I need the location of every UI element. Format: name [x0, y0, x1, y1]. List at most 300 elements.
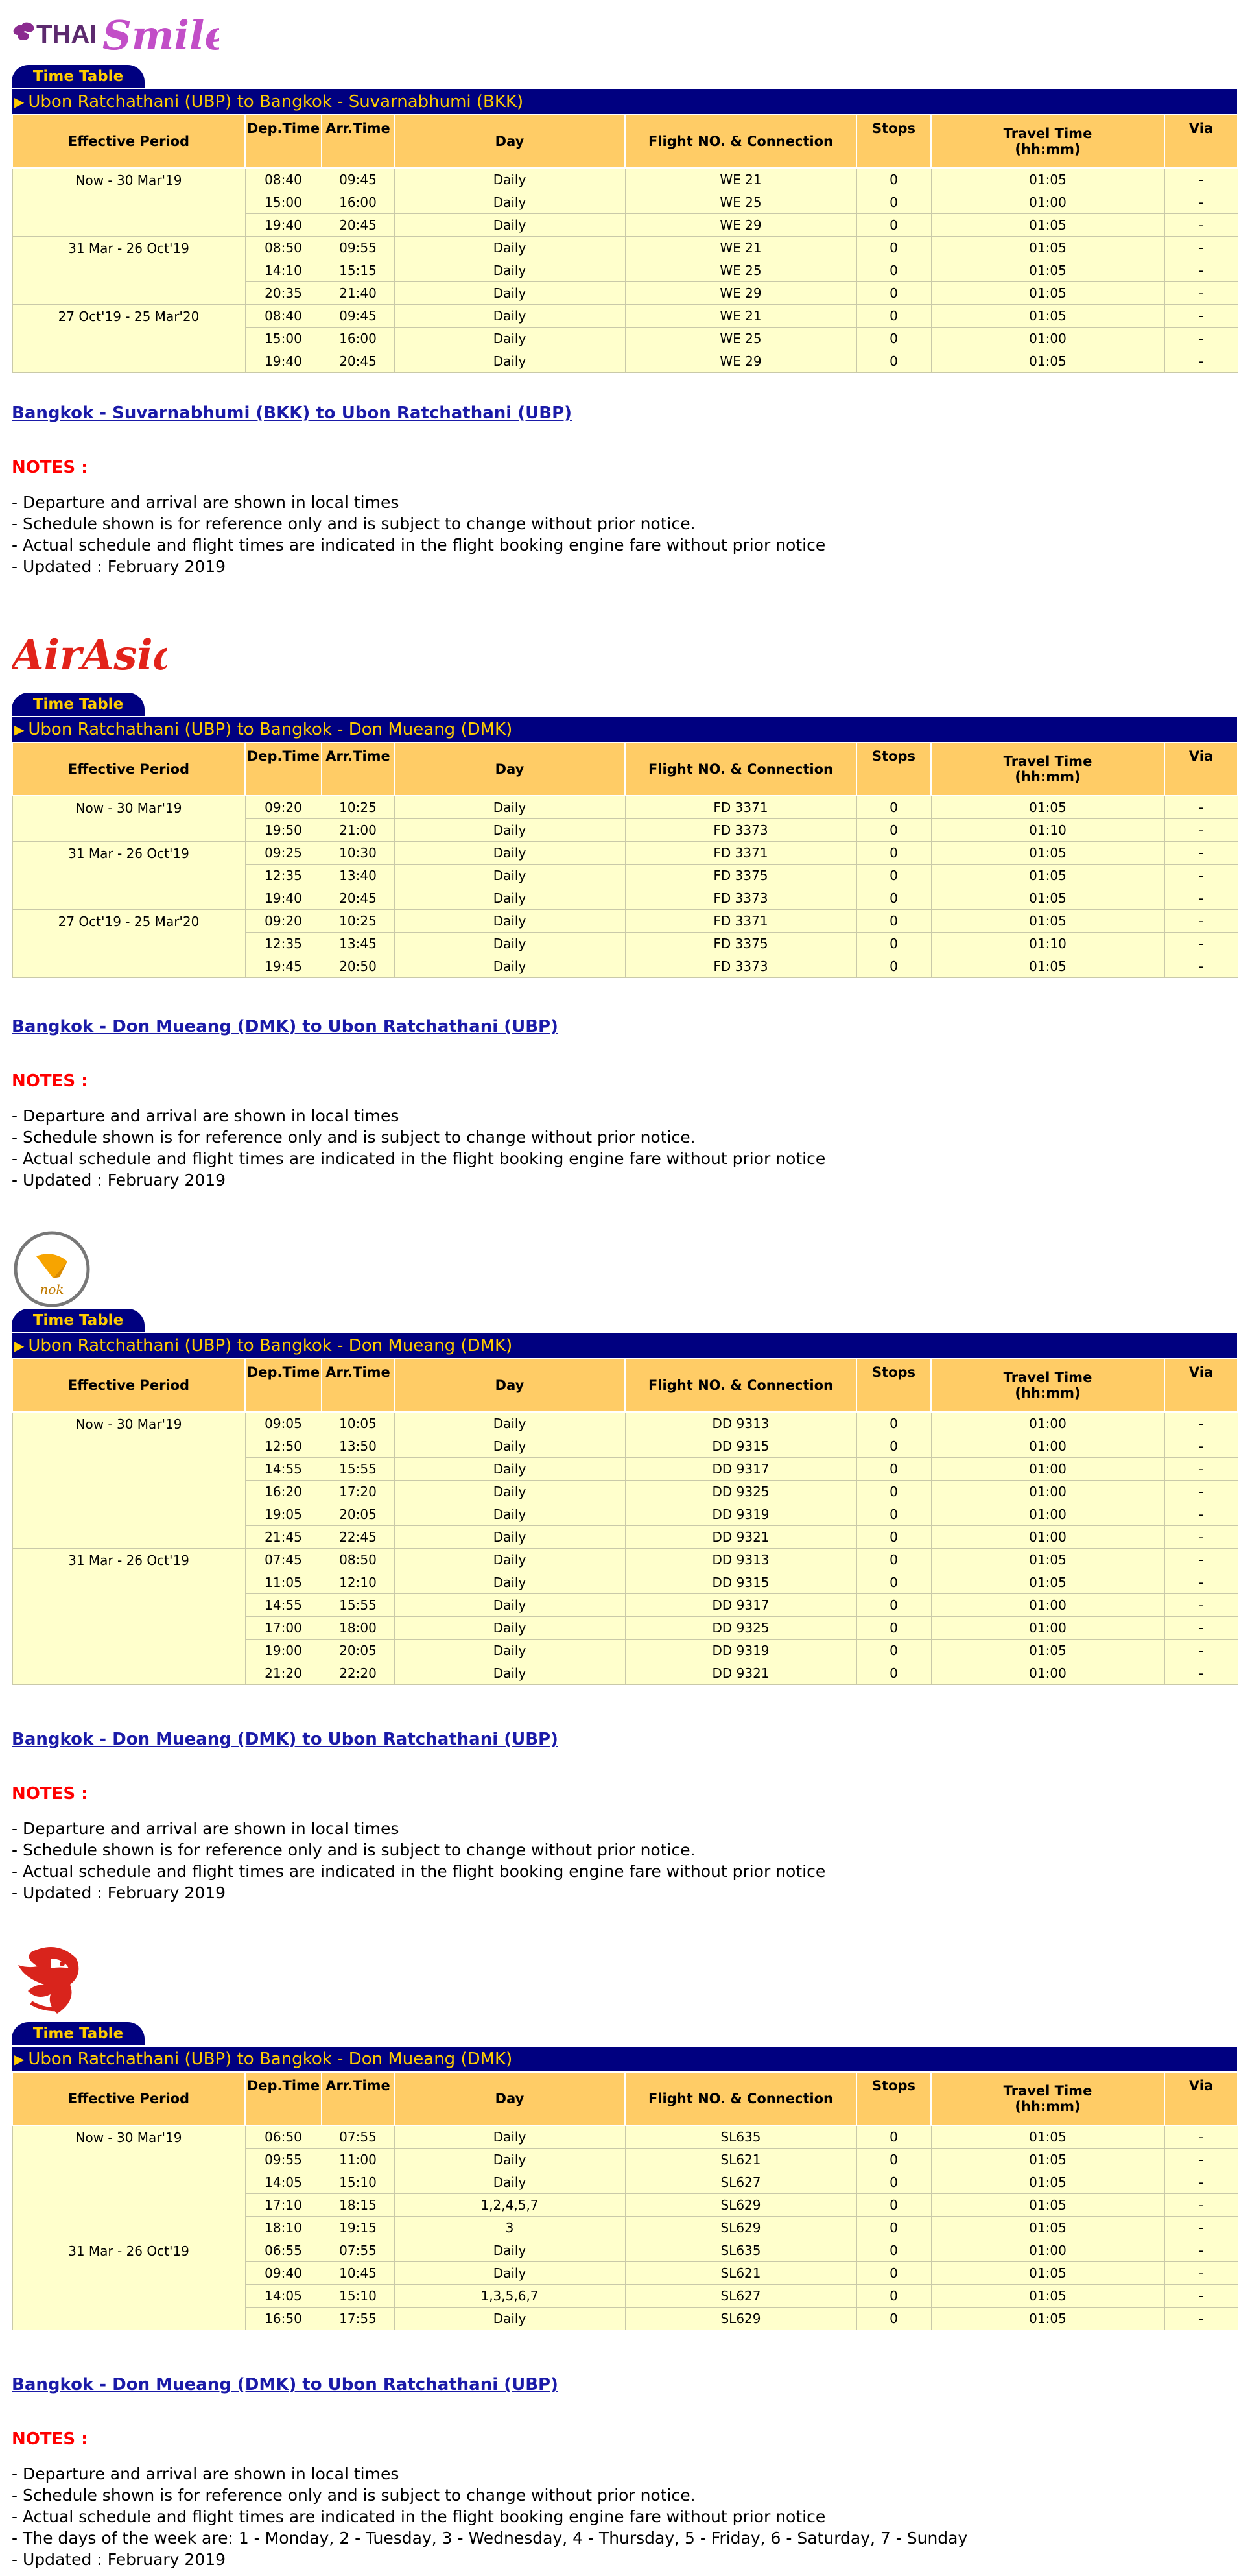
cell-dep-time: 19:50 [245, 819, 322, 842]
cell-travel-time: 01:05 [931, 1571, 1164, 1594]
nok-logo-text: nok [40, 1282, 64, 1297]
note-item: - Schedule shown is for reference only and is subject to change without prior notice. [12, 1841, 696, 1859]
table-row [12, 168, 1238, 191]
cell-dep-time: 20:35 [245, 282, 322, 305]
cell-effective-period: 31 Mar - 26 Oct'19 [12, 2239, 245, 2330]
cell-dep-time: 17:10 [245, 2194, 322, 2217]
cell-day: Daily [394, 1549, 625, 1571]
cell-dep-time: 19:40 [245, 350, 322, 373]
cell-via: - [1164, 1594, 1238, 1617]
cell-via: - [1164, 350, 1238, 373]
cell-arr-time: 17:20 [322, 1481, 394, 1503]
note-item: - Updated : February 2019 [12, 2550, 226, 2569]
col-header-flight-no: Flight NO. & Connection [625, 743, 856, 796]
cell-dep-time: 06:50 [245, 2125, 322, 2149]
table-row [12, 1549, 1238, 1571]
notes-title: NOTES : [12, 1784, 88, 1804]
cell-arr-time: 13:40 [322, 865, 394, 887]
timetable [12, 1358, 1238, 1685]
cell-via: - [1164, 865, 1238, 887]
header-row [12, 2072, 1238, 2125]
travel-time-unit: (hh:mm) [1015, 2099, 1081, 2114]
travel-time-label: Travel Time [1003, 126, 1092, 141]
cell-travel-time: 01:05 [931, 2149, 1164, 2171]
cell-travel-time: 01:05 [931, 1640, 1164, 1662]
cell-stops: 0 [856, 1617, 931, 1640]
cell-via: - [1164, 1617, 1238, 1640]
col-header-effective-period: Effective Period [12, 115, 245, 168]
cell-via: - [1164, 2149, 1238, 2171]
cell-flight-no: DD 9313 [625, 1549, 856, 1571]
col-header-dep-time: Dep.Time [245, 743, 322, 796]
cell-via: - [1164, 1662, 1238, 1685]
cell-flight-no: SL635 [625, 2239, 856, 2262]
cell-flight-no: SL627 [625, 2171, 856, 2194]
cell-travel-time: 01:05 [931, 955, 1164, 978]
cell-dep-time: 21:20 [245, 1662, 322, 1685]
cell-day: Daily [394, 2125, 625, 2149]
cell-stops: 0 [856, 1481, 931, 1503]
cell-effective-period: Now - 30 Mar'19 [12, 1412, 245, 1549]
cell-stops: 0 [856, 1458, 931, 1481]
cell-dep-time: 09:05 [245, 1412, 322, 1435]
cell-day: Daily [394, 168, 625, 191]
cell-arr-time: 20:50 [322, 955, 394, 978]
cell-day: Daily [394, 1640, 625, 1662]
cell-flight-no: DD 9317 [625, 1594, 856, 1617]
cell-arr-time: 20:05 [322, 1503, 394, 1526]
col-header-day: Day [394, 2072, 625, 2125]
cell-travel-time: 01:05 [931, 842, 1164, 865]
cell-stops: 0 [856, 2285, 931, 2308]
cell-flight-no: SL627 [625, 2285, 856, 2308]
nok-air-logo [13, 1230, 91, 1308]
timetable-body [12, 796, 1238, 978]
cell-day: Daily [394, 328, 625, 350]
cell-dep-time: 09:25 [245, 842, 322, 865]
cell-effective-period: Now - 30 Mar'19 [12, 2125, 245, 2239]
cell-dep-time: 14:10 [245, 259, 322, 282]
col-header-arr-time: Arr.Time [322, 1359, 394, 1412]
cell-via: - [1164, 1481, 1238, 1503]
cell-stops: 0 [856, 842, 931, 865]
cell-flight-no: WE 29 [625, 282, 856, 305]
travel-time-label: Travel Time [1003, 2083, 1092, 2099]
cell-via: - [1164, 168, 1238, 191]
cell-stops: 0 [856, 2149, 931, 2171]
cell-arr-time: 15:10 [322, 2285, 394, 2308]
cell-arr-time: 20:45 [322, 887, 394, 910]
cell-flight-no: WE 21 [625, 305, 856, 328]
col-header-travel-time [931, 743, 1164, 796]
cell-arr-time: 20:05 [322, 1640, 394, 1662]
cell-arr-time: 18:15 [322, 2194, 394, 2217]
col-header-arr-time: Arr.Time [322, 2072, 394, 2125]
notes-list [12, 1105, 825, 1191]
note-item: - Departure and arrival are shown in local times [12, 1819, 399, 1838]
cell-dep-time: 15:00 [245, 328, 322, 350]
notes-list [12, 1818, 825, 1903]
cell-via: - [1164, 819, 1238, 842]
cell-flight-no: DD 9319 [625, 1503, 856, 1526]
cell-travel-time: 01:05 [931, 168, 1164, 191]
note-item: - Updated : February 2019 [12, 557, 226, 576]
cell-day: Daily [394, 191, 625, 214]
play-arrow-icon: ▶ [14, 722, 25, 737]
cell-stops: 0 [856, 1412, 931, 1435]
cell-dep-time: 16:50 [245, 2308, 322, 2330]
cell-day: Daily [394, 237, 625, 259]
cell-stops: 0 [856, 259, 931, 282]
col-header-arr-time: Arr.Time [322, 743, 394, 796]
cell-day: Daily [394, 842, 625, 865]
cell-flight-no: SL635 [625, 2125, 856, 2149]
cell-via: - [1164, 1412, 1238, 1435]
cell-flight-no: FD 3375 [625, 865, 856, 887]
timetable [12, 114, 1238, 373]
cell-day: 1,2,4,5,7 [394, 2194, 625, 2217]
cell-arr-time: 21:00 [322, 819, 394, 842]
return-route-link[interactable]: Bangkok - Don Mueang (DMK) to Ubon Ratchathani (UBP) [12, 1730, 558, 1749]
thai-lion-air-logo [12, 1939, 86, 2020]
cell-stops: 0 [856, 887, 931, 910]
cell-via: - [1164, 259, 1238, 282]
cell-travel-time: 01:05 [931, 796, 1164, 819]
cell-via: - [1164, 2171, 1238, 2194]
cell-via: - [1164, 2239, 1238, 2262]
cell-dep-time: 07:45 [245, 1549, 322, 1571]
table-row [12, 842, 1238, 865]
cell-flight-no: DD 9321 [625, 1662, 856, 1685]
travel-time-label: Travel Time [1003, 1370, 1092, 1385]
cell-travel-time: 01:05 [931, 237, 1164, 259]
note-item: - Schedule shown is for reference only and is subject to change without prior notice. [12, 2486, 696, 2505]
cell-arr-time: 08:50 [322, 1549, 394, 1571]
cell-day: Daily [394, 865, 625, 887]
cell-dep-time: 16:20 [245, 1481, 322, 1503]
col-header-dep-time: Dep.Time [245, 115, 322, 168]
cell-dep-time: 09:20 [245, 910, 322, 933]
col-header-flight-no: Flight NO. & Connection [625, 115, 856, 168]
cell-flight-no: DD 9315 [625, 1571, 856, 1594]
cell-day: Daily [394, 1481, 625, 1503]
cell-via: - [1164, 1640, 1238, 1662]
notes-title: NOTES : [12, 2429, 88, 2449]
cell-day: Daily [394, 1617, 625, 1640]
cell-dep-time: 06:55 [245, 2239, 322, 2262]
cell-arr-time: 13:50 [322, 1435, 394, 1458]
thai-logo-text: THAI [36, 20, 97, 49]
cell-day: Daily [394, 1594, 625, 1617]
cell-via: - [1164, 1526, 1238, 1549]
cell-day: Daily [394, 819, 625, 842]
cell-travel-time: 01:00 [931, 1503, 1164, 1526]
cell-effective-period: 31 Mar - 26 Oct'19 [12, 237, 245, 305]
note-item: - The days of the week are: 1 - Monday, 2 - Tuesday, 3 - Wednesday, 4 - Thursday, 5 - Friday, 6 - Saturday, 7 - Sunday [12, 2529, 968, 2547]
return-route-link[interactable]: Bangkok - Don Mueang (DMK) to Ubon Ratchathani (UBP) [12, 2375, 558, 2394]
note-item: - Departure and arrival are shown in local times [12, 1106, 399, 1125]
cell-flight-no: FD 3371 [625, 796, 856, 819]
cell-via: - [1164, 1435, 1238, 1458]
cell-flight-no: SL621 [625, 2262, 856, 2285]
travel-time-unit: (hh:mm) [1015, 141, 1081, 157]
cell-dep-time: 14:05 [245, 2285, 322, 2308]
cell-via: - [1164, 2262, 1238, 2285]
cell-arr-time: 15:55 [322, 1594, 394, 1617]
cell-arr-time: 12:10 [322, 1571, 394, 1594]
cell-day: Daily [394, 796, 625, 819]
cell-arr-time: 18:00 [322, 1617, 394, 1640]
travel-time-label: Travel Time [1003, 754, 1092, 769]
cell-arr-time: 10:25 [322, 796, 394, 819]
smile-logo-text: Smile [102, 12, 219, 59]
cell-arr-time: 16:00 [322, 191, 394, 214]
cell-day: Daily [394, 282, 625, 305]
cell-day: Daily [394, 955, 625, 978]
table-row [12, 910, 1238, 933]
cell-stops: 0 [856, 2217, 931, 2239]
col-header-via: Via [1164, 1359, 1238, 1412]
timetable-body [12, 168, 1238, 373]
cell-travel-time: 01:05 [931, 350, 1164, 373]
cell-via: - [1164, 214, 1238, 237]
cell-dep-time: 19:40 [245, 887, 322, 910]
cell-flight-no: FD 3371 [625, 842, 856, 865]
col-header-flight-no: Flight NO. & Connection [625, 1359, 856, 1412]
play-arrow-icon: ▶ [14, 94, 25, 110]
route-header [12, 89, 1237, 114]
cell-dep-time: 19:05 [245, 1503, 322, 1526]
cell-via: - [1164, 933, 1238, 955]
cell-via: - [1164, 1549, 1238, 1571]
cell-travel-time: 01:00 [931, 2239, 1164, 2262]
cell-flight-no: WE 29 [625, 214, 856, 237]
timetable [12, 2071, 1238, 2330]
cell-day: Daily [394, 910, 625, 933]
route-header [12, 717, 1237, 742]
cell-arr-time: 13:45 [322, 933, 394, 955]
play-arrow-icon: ▶ [14, 1338, 25, 1354]
table-row [12, 796, 1238, 819]
cell-stops: 0 [856, 2194, 931, 2217]
cell-travel-time: 01:00 [931, 328, 1164, 350]
cell-stops: 0 [856, 1571, 931, 1594]
cell-travel-time: 01:00 [931, 1481, 1164, 1503]
cell-travel-time: 01:05 [931, 2125, 1164, 2149]
timetable-body [12, 2125, 1238, 2330]
cell-arr-time: 09:45 [322, 305, 394, 328]
cell-flight-no: SL629 [625, 2217, 856, 2239]
route-header [12, 1333, 1237, 1358]
table-row [12, 1412, 1238, 1435]
return-route-link[interactable]: Bangkok - Don Mueang (DMK) to Ubon Ratchathani (UBP) [12, 1017, 558, 1036]
cell-travel-time: 01:05 [931, 305, 1164, 328]
cell-day: Daily [394, 2149, 625, 2171]
cell-dep-time: 08:40 [245, 168, 322, 191]
cell-travel-time: 01:00 [931, 1617, 1164, 1640]
header-row [12, 1359, 1238, 1412]
note-item: - Actual schedule and flight times are indicated in the flight booking engine fare without prior notice [12, 2507, 826, 2526]
cell-dep-time: 09:55 [245, 2149, 322, 2171]
cell-flight-no: DD 9319 [625, 1640, 856, 1662]
cell-dep-time: 12:35 [245, 933, 322, 955]
cell-stops: 0 [856, 1549, 931, 1571]
cell-arr-time: 10:25 [322, 910, 394, 933]
return-route-link[interactable]: Bangkok - Suvarnabhumi (BKK) to Ubon Ratchathani (UBP) [12, 403, 572, 423]
cell-arr-time: 20:45 [322, 350, 394, 373]
cell-flight-no: FD 3373 [625, 887, 856, 910]
cell-flight-no: DD 9313 [625, 1412, 856, 1435]
cell-travel-time: 01:00 [931, 1662, 1164, 1685]
cell-dep-time: 14:05 [245, 2171, 322, 2194]
cell-dep-time: 14:55 [245, 1594, 322, 1617]
cell-flight-no: FD 3373 [625, 819, 856, 842]
note-item: - Schedule shown is for reference only and is subject to change without prior notice. [12, 514, 696, 533]
cell-dep-time: 18:10 [245, 2217, 322, 2239]
cell-travel-time: 01:00 [931, 1412, 1164, 1435]
cell-travel-time: 01:05 [931, 2194, 1164, 2217]
cell-dep-time: 11:05 [245, 1571, 322, 1594]
cell-stops: 0 [856, 819, 931, 842]
cell-stops: 0 [856, 865, 931, 887]
note-item: - Actual schedule and flight times are indicated in the flight booking engine fare without prior notice [12, 1149, 826, 1168]
cell-flight-no: DD 9325 [625, 1617, 856, 1640]
timetable-tab: Time Table [12, 693, 145, 716]
cell-via: - [1164, 2308, 1238, 2330]
timetable [12, 742, 1238, 978]
cell-via: - [1164, 282, 1238, 305]
col-header-travel-time [931, 1359, 1164, 1412]
col-header-day: Day [394, 115, 625, 168]
notes-list [12, 2463, 967, 2570]
cell-stops: 0 [856, 237, 931, 259]
cell-via: - [1164, 796, 1238, 819]
note-item: - Departure and arrival are shown in local times [12, 493, 399, 512]
header-row [12, 743, 1238, 796]
cell-via: - [1164, 1458, 1238, 1481]
cell-flight-no: SL629 [625, 2194, 856, 2217]
notes-title: NOTES : [12, 1071, 88, 1091]
cell-arr-time: 20:45 [322, 214, 394, 237]
cell-via: - [1164, 2194, 1238, 2217]
cell-travel-time: 01:00 [931, 1526, 1164, 1549]
col-header-flight-no: Flight NO. & Connection [625, 2072, 856, 2125]
cell-stops: 0 [856, 933, 931, 955]
cell-stops: 0 [856, 305, 931, 328]
notes-title: NOTES : [12, 458, 88, 477]
cell-effective-period: 31 Mar - 26 Oct'19 [12, 842, 245, 910]
cell-stops: 0 [856, 328, 931, 350]
cell-stops: 0 [856, 955, 931, 978]
col-header-via: Via [1164, 743, 1238, 796]
cell-day: Daily [394, 1662, 625, 1685]
timetable-tab: Time Table [12, 1309, 145, 1332]
cell-effective-period: 31 Mar - 26 Oct'19 [12, 1549, 245, 1685]
cell-arr-time: 17:55 [322, 2308, 394, 2330]
cell-day: Daily [394, 1526, 625, 1549]
route-title: Ubon Ratchathani (UBP) to Bangkok - Don Mueang (DMK) [28, 720, 513, 739]
col-header-stops: Stops [856, 2072, 931, 2125]
cell-via: - [1164, 2125, 1238, 2149]
cell-day: Daily [394, 1503, 625, 1526]
cell-travel-time: 01:05 [931, 2171, 1164, 2194]
cell-arr-time: 07:55 [322, 2239, 394, 2262]
cell-travel-time: 01:05 [931, 1549, 1164, 1571]
cell-effective-period: Now - 30 Mar'19 [12, 168, 245, 237]
note-item: - Departure and arrival are shown in local times [12, 2464, 399, 2483]
cell-via: - [1164, 2217, 1238, 2239]
cell-effective-period: 27 Oct'19 - 25 Mar'20 [12, 910, 245, 978]
cell-via: - [1164, 910, 1238, 933]
cell-arr-time: 09:55 [322, 237, 394, 259]
cell-travel-time: 01:00 [931, 1458, 1164, 1481]
cell-stops: 0 [856, 1526, 931, 1549]
note-item: - Actual schedule and flight times are indicated in the flight booking engine fare without prior notice [12, 1862, 826, 1881]
cell-stops: 0 [856, 350, 931, 373]
cell-dep-time: 12:35 [245, 865, 322, 887]
route-title: Ubon Ratchathani (UBP) to Bangkok - Suvarnabhumi (BKK) [28, 92, 524, 112]
cell-day: Daily [394, 887, 625, 910]
cell-via: - [1164, 887, 1238, 910]
travel-time-unit: (hh:mm) [1015, 1385, 1081, 1401]
cell-travel-time: 01:05 [931, 214, 1164, 237]
cell-flight-no: DD 9321 [625, 1526, 856, 1549]
cell-day: Daily [394, 2262, 625, 2285]
col-header-day: Day [394, 743, 625, 796]
col-header-effective-period: Effective Period [12, 1359, 245, 1412]
cell-flight-no: DD 9325 [625, 1481, 856, 1503]
col-header-effective-period: Effective Period [12, 2072, 245, 2125]
cell-day: Daily [394, 259, 625, 282]
cell-via: - [1164, 842, 1238, 865]
cell-flight-no: WE 29 [625, 350, 856, 373]
cell-day: Daily [394, 214, 625, 237]
note-item: - Schedule shown is for reference only and is subject to change without prior notice. [12, 1128, 696, 1147]
cell-dep-time: 15:00 [245, 191, 322, 214]
cell-dep-time: 14:55 [245, 1458, 322, 1481]
cell-stops: 0 [856, 1503, 931, 1526]
cell-day: Daily [394, 1571, 625, 1594]
cell-stops: 0 [856, 2239, 931, 2262]
cell-day: Daily [394, 2171, 625, 2194]
cell-day: Daily [394, 1458, 625, 1481]
cell-arr-time: 22:20 [322, 1662, 394, 1685]
timetable-tab: Time Table [12, 2022, 145, 2045]
cell-travel-time: 01:00 [931, 1594, 1164, 1617]
cell-travel-time: 01:05 [931, 2308, 1164, 2330]
route-title: Ubon Ratchathani (UBP) to Bangkok - Don Mueang (DMK) [28, 2049, 513, 2069]
col-header-arr-time: Arr.Time [322, 115, 394, 168]
airasia-logo-text: AirAsia [12, 631, 167, 680]
col-header-travel-time [931, 2072, 1164, 2125]
cell-flight-no: WE 25 [625, 328, 856, 350]
cell-flight-no: FD 3375 [625, 933, 856, 955]
cell-via: - [1164, 955, 1238, 978]
cell-stops: 0 [856, 1640, 931, 1662]
cell-stops: 0 [856, 1435, 931, 1458]
col-header-via: Via [1164, 2072, 1238, 2125]
cell-travel-time: 01:05 [931, 865, 1164, 887]
cell-stops: 0 [856, 796, 931, 819]
cell-arr-time: 15:10 [322, 2171, 394, 2194]
note-item: - Actual schedule and flight times are indicated in the flight booking engine fare without prior notice [12, 536, 826, 555]
cell-arr-time: 07:55 [322, 2125, 394, 2149]
table-row [12, 2239, 1238, 2262]
cell-day: 1,3,5,6,7 [394, 2285, 625, 2308]
cell-flight-no: DD 9315 [625, 1435, 856, 1458]
cell-travel-time: 01:00 [931, 191, 1164, 214]
route-header [12, 2047, 1237, 2071]
